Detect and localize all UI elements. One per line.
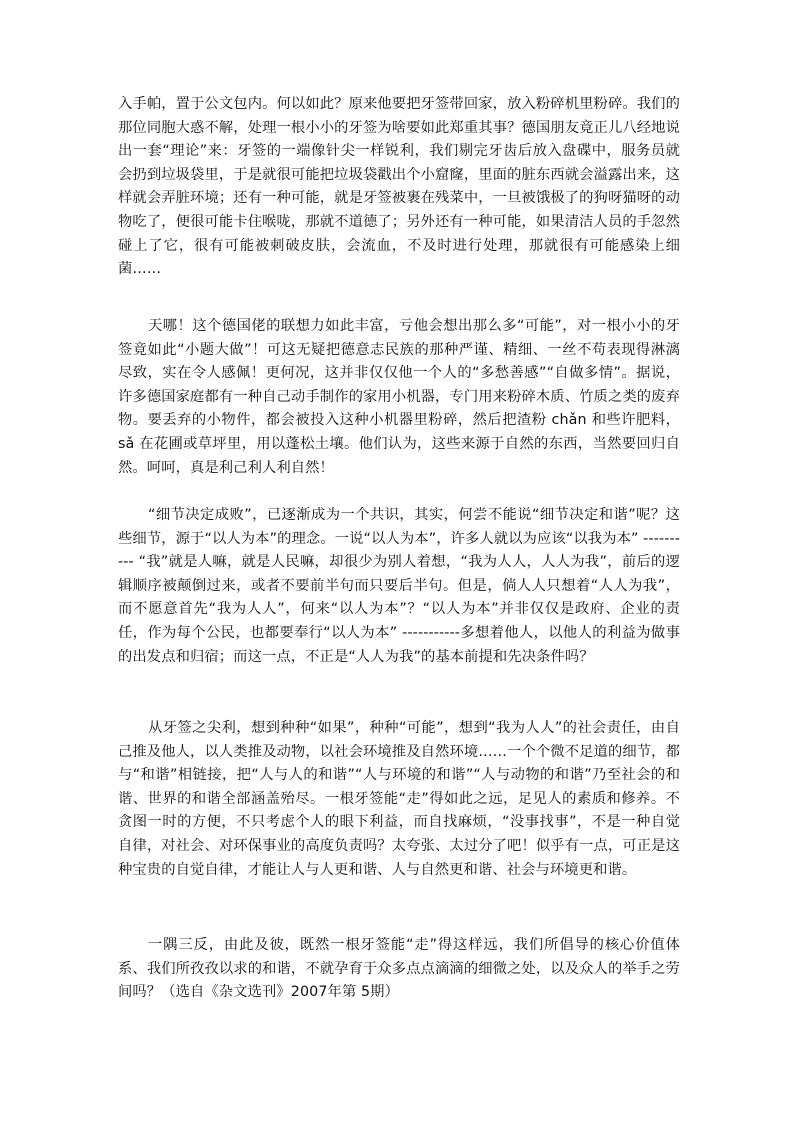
paragraph-4: 从牙签之尖利，想到种种“如果”，种种“可能”，想到“我为人人”的社会责任，由自己推及他人，以人类推及动物，以社会环境推及自然环境……一个个微不足道的细节，都与“和谐”相链接，把“人与人的和谐”“人与环境的和谐”“人与动物的和谐”乃至社会的和谐、世界的和谐全部涵盖殆尽。一根牙签能“走”得如此之远，足见人的素质和修养。不贪图一时的方便，不只考虑个人的眼下利益，而自找麻烦，“没事找事”，不是一种自觉自律，对社会、对环保事业的高度负责吗？太夸张、太过分了吧！似乎有一点，可正是这种宝贵的自觉自律，才能让人与人更和谐、人与自然更和谐、社会与环境更和谐。: [118, 720, 680, 878]
paragraph-3: “细节决定成败”，已逐渐成为一个共识，其实，何尝不能说“细节决定和谐”呢？这些细节，源于“以人为本”的理念。一说“以人为本”，许多人就以为应该“以我为本” ---------- “我”就是人嘛，就是人民嘛，却很少为别人着想，“我为人人，人人为我”，前后的逻辑顺序被颠倒过来，或者不要前半句而只要后半句。但是，倘人人只想着“人人为我”，而不愿意首先“我为人人”，何来“以人为本”？“以人为本”并非仅仅是政府、企业的责任，作为每个公民，也都要奉行“以人为本” -----------多想着他人，以他人的利益为做事的出发点和归宿；而这一点，不正是“人人为我”的基本前提和先决条件吗？: [118, 507, 680, 665]
paragraph-5-source: 一隅三反，由此及彼，既然一根牙签能“走”得这样远，我们所倡导的核心价值体系、我们所孜孜以求的和谐，不就孕育于众多点点滴滴的细微之处，以及众人的举手之劳间吗？（选自《杂文选刊》2007年第 5期）: [118, 937, 680, 1001]
paragraph-2: 天哪！这个德国佬的联想力如此丰富，亏他会想出那么多“可能”，对一根小小的牙签竟如此“小题大做”！可这无疑把德意志民族的那种严谨、精细、一丝不苟表现得淋漓尽致，实在令人感佩！更何况，这并非仅仅他一个人的“多愁善感”“自做多情”。据说，许多德国家庭都有一种自己动手制作的家用小机器，专门用来粉碎木质、竹质之类的废弃物。要丢弃的小物件，都会被投入这种小机器里粉碎，然后把渣粉 chǎn 和些许肥料，sǎ 在花圃或草坪里，用以蓬松土壤。他们认为，这些来源于自然的东西，当然要回归自然。呵呵，真是利己利人利自然！: [118, 318, 680, 476]
paragraph-1: 入手帕，置于公文包内。何以如此？原来他要把牙签带回家，放入粉碎机里粉碎。我们的那位同胞大惑不解，处理一根小小的牙签为啥要如此郑重其事？德国朋友竟正儿八经地说出一套“理论”来：牙签的一端像针尖一样锐利，我们剔完牙齿后放入盘碟中，服务员就会扔到垃圾袋里，于是就很可能把垃圾袋戳出个小窟窿，里面的脏东西就会溢露出来，这样就会弄脏环境；还有一种可能，就是牙签被裹在残菜中，一旦被饿极了的狗呀猫呀的动物吃了，便很可能卡住喉咙，那就不道德了；另外还有一种可能，如果清洁人员的手忽然碰上了它，很有可能被刺破皮肤，会流血，不及时进行处理，那就很有可能感染上细菌……: [118, 96, 680, 278]
